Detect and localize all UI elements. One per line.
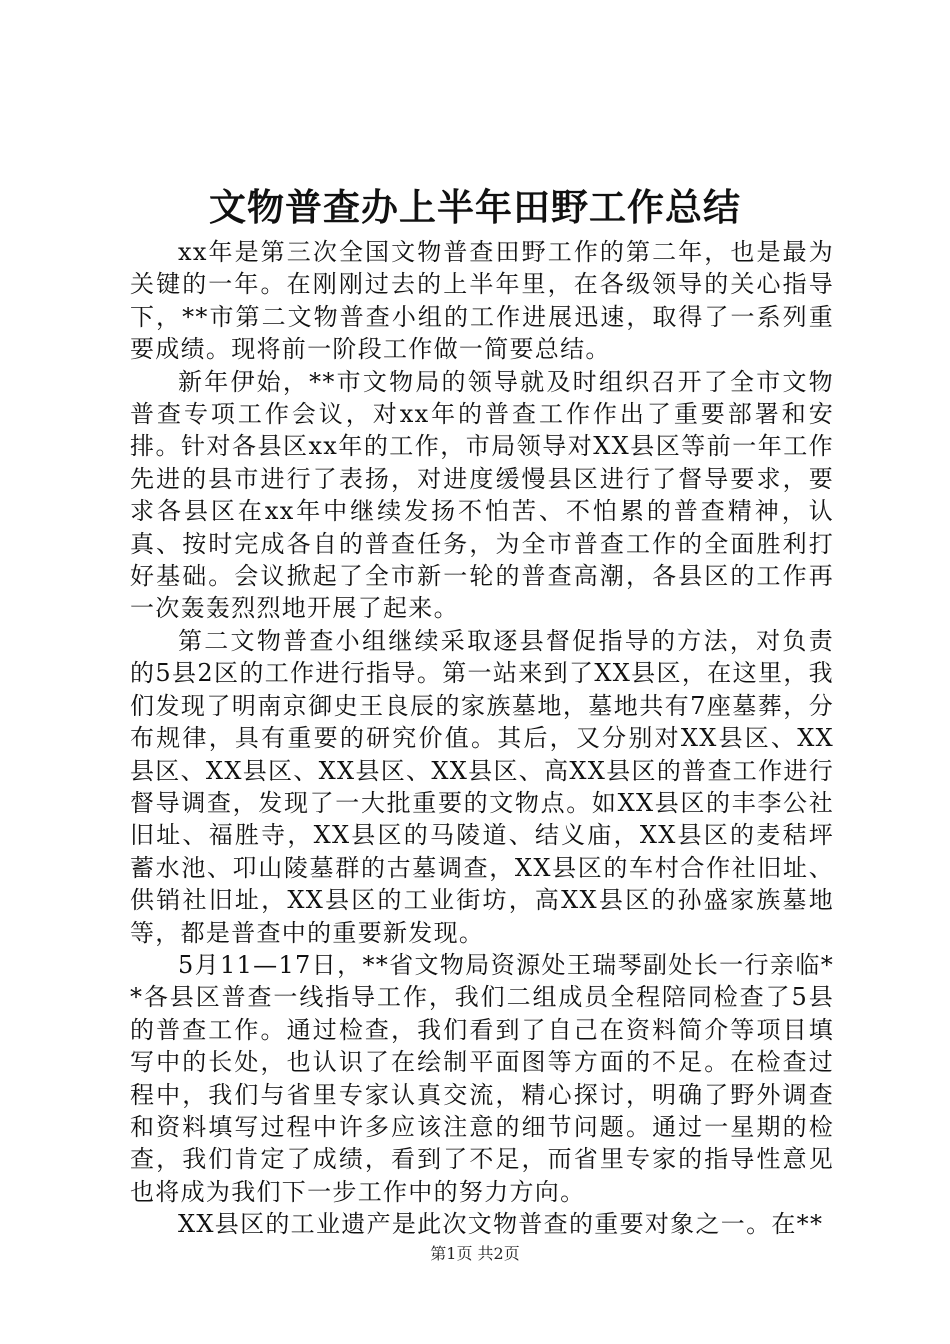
page-number-label: 第1页 共2页: [430, 1244, 520, 1263]
paragraph-2: 新年伊始，**市文物局的领导就及时组织召开了全市文物普查专项工作会议，对xx年的普查工作作出了重要部署和安排。针对各县区xx年的工作，市局领导对XX县区等前一年工作先进的县市进行了表扬，对进度缓慢县区进行了督导要求，要求各县区在xx年中继续发扬不怕苦、不怕累的普查精神，认真、按时完成各自的普查任务，为全市普查工作的全面胜利打好基础。会议掀起了全市新一轮的普查高潮，各县区的工作再一次轰轰烈烈地开展了起来。: [130, 367, 834, 623]
document-title: 文物普查办上半年田野工作总结: [209, 185, 741, 229]
paragraph-4: 5月11—17日，**省文物局资源处王瑞琴副处长一行亲临**各县区普查一线指导工作，我们二组成员全程陪同检查了5县的普查工作。通过检查，我们看到了自己在资料简介等项目填写中的长处，也认识了在绘制平面图等方面的不足。在检查过程中，我们与省里专家认真交流，精心探讨，明确了野外调查和资料填写过程中许多应该注意的细节问题。通过一星期的检查，我们肯定了成绩，看到了不足，而省里专家的指导性意见也将成为我们下一步工作中的努力方向。: [130, 950, 834, 1206]
paragraph-3: 第二文物普查小组继续采取逐县督促指导的方法，对负责的5县2区的工作进行指导。第一站来到了XX县区，在这里，我们发现了明南京御史王良辰的家族墓地，墓地共有7座墓葬，分布规律，具有重要的研究价值。其后，又分别对XX县区、XX县区、XX县区、XX县区、XX县区、高XX县区的普查工作进行督导调查，发现了一大批重要的文物点。如XX县区的丰李公社旧址、福胜寺，XX县区的马陵道、结义庙，XX县区的麦秸坪蓄水池、卭山陵墓群的古墓调查，XX县区的车村合作社旧址、供销社旧址，XX县区的工业街坊，高XX县区的孙盛家族墓地等，都是普查中的重要新发现。: [130, 626, 834, 947]
paragraph-1: xx年是第三次全国文物普查田野工作的第二年，也是最为关键的一年。在刚刚过去的上半年里，在各级领导的关心指导下，**市第二文物普查小组的工作进展迅速，取得了一系列重要成绩。现将前一阶段工作做一简要总结。: [130, 238, 834, 364]
paragraph-5: XX县区的工业遗产是此次文物普查的重要对象之一。在**: [178, 1210, 824, 1239]
document-body: [130, 236, 834, 1241]
page-footer: [0, 1243, 950, 1265]
